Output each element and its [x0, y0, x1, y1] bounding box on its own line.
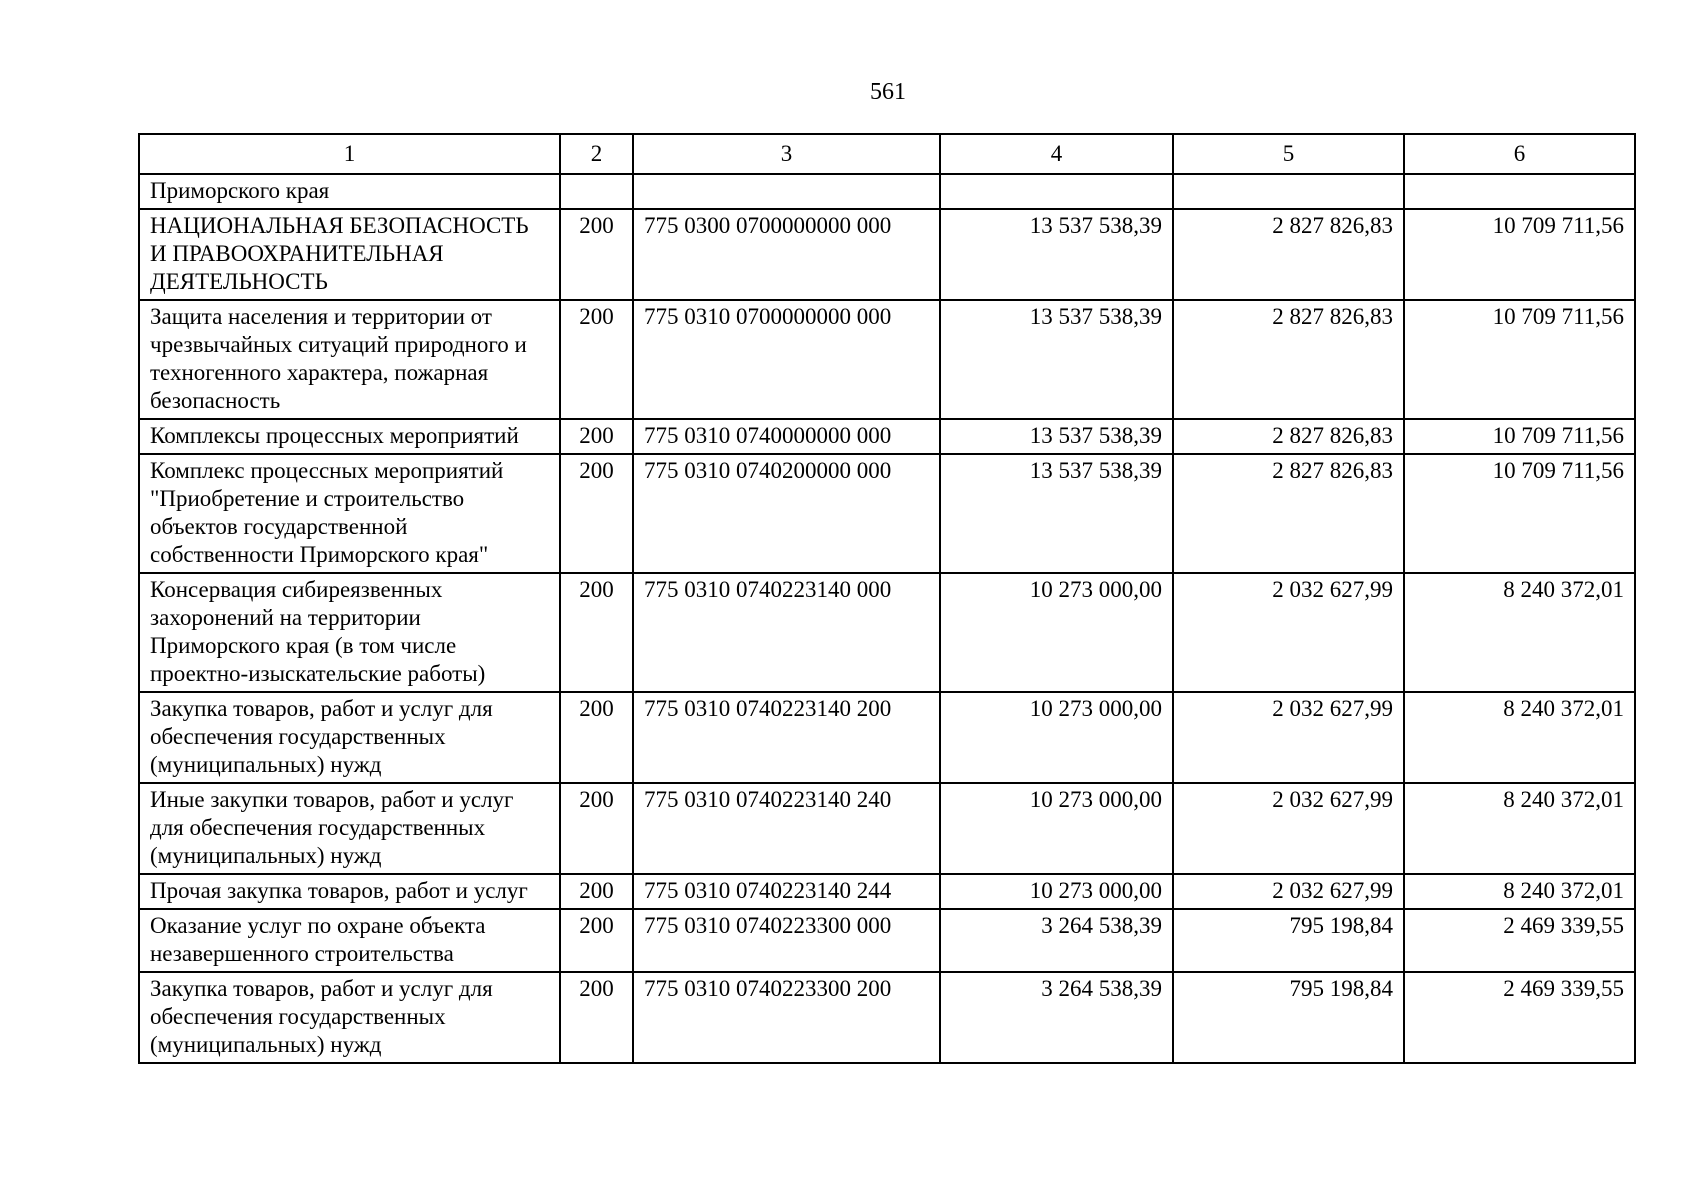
table-row [139, 874, 1635, 909]
row-value-6-cell: 2 469 339,55 [1404, 972, 1635, 1063]
table-row [139, 909, 1635, 972]
row-code-cell: 775 0310 0700000000 000 [633, 300, 940, 419]
table-row [139, 209, 1635, 300]
row-value-5-cell: 2 032 627,99 [1173, 783, 1404, 874]
row-code-cell: 775 0310 0740200000 000 [633, 454, 940, 573]
column-header-4: 4 [940, 134, 1173, 174]
column-header-2: 2 [560, 134, 633, 174]
row-code-cell: 775 0310 0740223300 000 [633, 909, 940, 972]
row-name-cell: Консервация сибиреязвенных захоронений на территории Приморского края (в том числе проектно-изыскательские работы) [139, 573, 560, 692]
row-code-cell: 775 0310 0740223140 244 [633, 874, 940, 909]
row-code-cell [633, 174, 940, 209]
row-value-4-cell: 10 273 000,00 [940, 783, 1173, 874]
row-value-5-cell: 2 032 627,99 [1173, 692, 1404, 783]
table-row [139, 174, 1635, 209]
row-value-4-cell: 13 537 538,39 [940, 300, 1173, 419]
row-value-4-cell: 3 264 538,39 [940, 972, 1173, 1063]
row-value-6-cell: 10 709 711,56 [1404, 419, 1635, 454]
row-name-cell: Иные закупки товаров, работ и услуг для обеспечения государственных (муниципальных) нужд [139, 783, 560, 874]
row-group-cell: 200 [560, 692, 633, 783]
row-value-6-cell: 2 469 339,55 [1404, 909, 1635, 972]
table-body [139, 174, 1635, 1063]
row-value-6-cell: 8 240 372,01 [1404, 573, 1635, 692]
row-value-5-cell: 2 032 627,99 [1173, 573, 1404, 692]
row-value-5-cell [1173, 174, 1404, 209]
row-group-cell: 200 [560, 573, 633, 692]
row-value-5-cell: 795 198,84 [1173, 972, 1404, 1063]
row-value-5-cell: 795 198,84 [1173, 909, 1404, 972]
table-row [139, 783, 1635, 874]
row-name-cell: НАЦИОНАЛЬНАЯ БЕЗОПАСНОСТЬ И ПРАВООХРАНИТЕЛЬНАЯ ДЕЯТЕЛЬНОСТЬ [139, 209, 560, 300]
column-header-3: 3 [633, 134, 940, 174]
row-code-cell: 775 0310 0740223140 240 [633, 783, 940, 874]
row-name-cell: Оказание услуг по охране объекта незавершенного строительства [139, 909, 560, 972]
row-name-cell: Прочая закупка товаров, работ и услуг [139, 874, 560, 909]
row-name-cell: Закупка товаров, работ и услуг для обеспечения государственных (муниципальных) нужд [139, 692, 560, 783]
header-row [139, 134, 1635, 174]
row-value-4-cell: 3 264 538,39 [940, 909, 1173, 972]
row-value-4-cell: 10 273 000,00 [940, 692, 1173, 783]
row-value-6-cell: 8 240 372,01 [1404, 783, 1635, 874]
row-code-cell: 775 0310 0740223300 200 [633, 972, 940, 1063]
row-value-5-cell: 2 032 627,99 [1173, 874, 1404, 909]
row-group-cell: 200 [560, 972, 633, 1063]
row-code-cell: 775 0310 0740000000 000 [633, 419, 940, 454]
row-value-6-cell: 10 709 711,56 [1404, 454, 1635, 573]
row-value-5-cell: 2 827 826,83 [1173, 300, 1404, 419]
row-group-cell: 200 [560, 909, 633, 972]
row-value-5-cell: 2 827 826,83 [1173, 209, 1404, 300]
table-header [139, 134, 1635, 174]
row-name-cell: Комплексы процессных мероприятий [139, 419, 560, 454]
row-name-cell: Защита населения и территории от чрезвычайных ситуаций природного и техногенного характера, пожарная безопасность [139, 300, 560, 419]
row-value-4-cell: 13 537 538,39 [940, 419, 1173, 454]
column-header-5: 5 [1173, 134, 1404, 174]
table-row [139, 300, 1635, 419]
row-group-cell: 200 [560, 874, 633, 909]
row-group-cell: 200 [560, 783, 633, 874]
row-code-cell: 775 0310 0740223140 000 [633, 573, 940, 692]
row-value-6-cell: 8 240 372,01 [1404, 692, 1635, 783]
row-code-cell: 775 0300 0700000000 000 [633, 209, 940, 300]
row-value-4-cell: 10 273 000,00 [940, 573, 1173, 692]
row-value-4-cell: 13 537 538,39 [940, 209, 1173, 300]
row-value-4-cell: 13 537 538,39 [940, 454, 1173, 573]
table-row [139, 692, 1635, 783]
row-value-4-cell [940, 174, 1173, 209]
row-name-cell: Закупка товаров, работ и услуг для обеспечения государственных (муниципальных) нужд [139, 972, 560, 1063]
row-code-cell: 775 0310 0740223140 200 [633, 692, 940, 783]
row-group-cell [560, 174, 633, 209]
budget-table [138, 133, 1636, 1064]
row-value-6-cell: 10 709 711,56 [1404, 209, 1635, 300]
row-value-6-cell: 8 240 372,01 [1404, 874, 1635, 909]
row-name-cell: Приморского края [139, 174, 560, 209]
row-group-cell: 200 [560, 209, 633, 300]
row-group-cell: 200 [560, 419, 633, 454]
column-header-6: 6 [1404, 134, 1635, 174]
table-row [139, 972, 1635, 1063]
row-value-5-cell: 2 827 826,83 [1173, 419, 1404, 454]
page-number: 561 [870, 79, 906, 105]
row-value-4-cell: 10 273 000,00 [940, 874, 1173, 909]
table-row [139, 573, 1635, 692]
row-group-cell: 200 [560, 300, 633, 419]
row-name-cell: Комплекс процессных мероприятий "Приобретение и строительство объектов государственной собственности Приморского края" [139, 454, 560, 573]
column-header-1: 1 [139, 134, 560, 174]
row-group-cell: 200 [560, 454, 633, 573]
table-row [139, 454, 1635, 573]
table-row [139, 419, 1635, 454]
row-value-5-cell: 2 827 826,83 [1173, 454, 1404, 573]
row-value-6-cell: 10 709 711,56 [1404, 300, 1635, 419]
row-value-6-cell [1404, 174, 1635, 209]
